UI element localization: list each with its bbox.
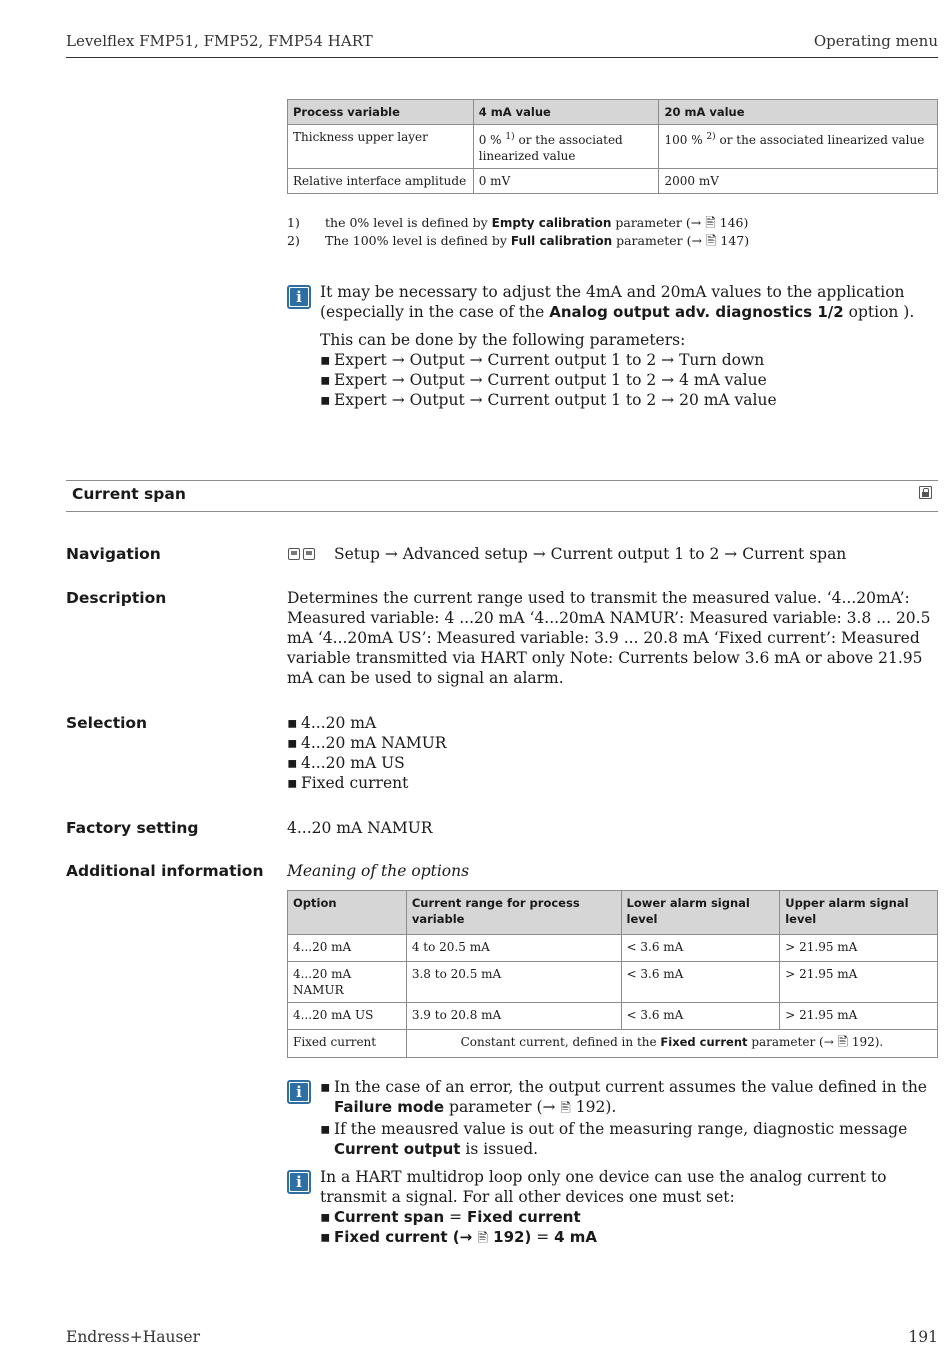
info-list xyxy=(320,350,938,410)
page-number: 191 xyxy=(908,1328,938,1346)
header-section-title: Operating menu xyxy=(813,32,938,50)
table-cell: Fixed current xyxy=(288,1030,407,1058)
section-title: Current span xyxy=(72,485,186,503)
info-icon xyxy=(287,285,311,309)
list-item: ▪ In the case of an error, the output current assumes the value defined in the Failure mode parameter (→ 🖹 192). xyxy=(320,1077,938,1119)
info-paragraph: It may be necessary to adjust the 4mA and 20mA values to the application (especially in the case of the Analog output adv. diagnostics 1/2 option ). xyxy=(320,283,915,321)
info-note xyxy=(320,282,938,410)
header-product-title: Levelflex FMP51, FMP52, FMP54 HART xyxy=(66,32,373,50)
table-header-cell: Option xyxy=(288,891,407,935)
table-cell: Relative interface amplitude xyxy=(288,169,474,194)
table-cell: 0 mV xyxy=(473,169,659,194)
table-header-row xyxy=(288,100,938,125)
table-cell: Thickness upper layer xyxy=(288,125,474,169)
factory-setting-label: Factory setting xyxy=(66,819,199,837)
table-row xyxy=(288,962,938,1003)
table-header-cell: 20 mA value xyxy=(659,100,938,125)
factory-setting-value: 4...20 mA NAMUR xyxy=(287,819,433,837)
list-item: ▪ Expert → Output → Current output 1 to 2 → Turn down xyxy=(320,350,938,370)
info-note xyxy=(320,1077,938,1159)
table-cell: 4 to 20.5 mA xyxy=(406,935,621,962)
page-reference-icon: 🖹 xyxy=(705,216,716,231)
additional-information-label: Additional information xyxy=(66,862,264,880)
table-cell: < 3.6 mA xyxy=(621,935,780,962)
table-cell: < 3.6 mA xyxy=(621,1003,780,1030)
table-header-cell: 4 mA value xyxy=(473,100,659,125)
table-cell: 3.9 to 20.8 mA xyxy=(406,1003,621,1030)
footnote: 1) the 0% level is defined by Empty calibration parameter (→ 🖹 146) xyxy=(287,215,749,231)
list-item: ▪ 4...20 mA xyxy=(287,713,939,733)
table-row xyxy=(288,125,938,169)
table-cell: > 21.95 mA xyxy=(780,935,938,962)
description-label: Description xyxy=(66,589,167,607)
info-note xyxy=(320,1167,938,1249)
page-reference-icon: 🖹 xyxy=(560,1101,571,1116)
navigation-icons xyxy=(288,545,318,564)
options-table xyxy=(287,890,938,1058)
list-item: ▪ 4...20 mA US xyxy=(287,753,939,773)
operating-tool-icon xyxy=(303,548,315,560)
selection-label: Selection xyxy=(66,714,148,732)
lock-icon xyxy=(919,486,932,499)
section-bar xyxy=(66,480,938,512)
table-cell: 2000 mV xyxy=(659,169,938,194)
display-icon xyxy=(288,548,300,560)
list-item: ▪ Fixed current xyxy=(287,773,939,793)
footnotes xyxy=(287,214,927,250)
selection-list xyxy=(287,713,939,793)
additional-heading: Meaning of the options xyxy=(287,862,470,880)
table-row xyxy=(288,1030,938,1058)
info-paragraph: In a HART multidrop loop only one device can use the analog current to transmit a signal. For all other devices one must set: xyxy=(320,1168,887,1206)
table-cell: < 3.6 mA xyxy=(621,962,780,1003)
navigation-path: Setup → Advanced setup → Current output 1 to 2 → Current span xyxy=(334,545,847,563)
footnote: 2) The 100% level is defined by Full calibration parameter (→ 🖹 147) xyxy=(287,233,750,249)
list-item: ▪ 4...20 mA NAMUR xyxy=(287,733,939,753)
page-reference-icon: 🖹 xyxy=(705,234,717,249)
table-cell: Constant current, defined in the Fixed current parameter (→ 🖹 192). xyxy=(406,1030,937,1058)
page-reference-icon: 🖹 xyxy=(837,1035,849,1050)
description-text: Determines the current range used to transmit the measured value. ‘4...20mA’: Measured variable: 4 ...20 mA ‘4...20mA NAMUR’: Measured variable: 3.8 ... 20.5 mA ‘4...20mA US’: Measured variable: 3.9 ... 20.8 mA ‘Fixed current’: Measured variable transmitted via HART only Note: Currents below 3.6 mA or above 21.95 mA can be used to signal an alarm. xyxy=(287,589,931,687)
info-list xyxy=(320,1207,938,1249)
info-paragraph: This can be done by the following parameters: xyxy=(320,331,686,349)
info-list xyxy=(320,1077,938,1159)
table-cell: 100 % $^{2)}$ or the associated linearized value xyxy=(659,125,938,169)
table-cell: 4...20 mA US xyxy=(288,1003,407,1030)
info-icon xyxy=(287,1170,311,1194)
list-item: ▪ If the meausred value is out of the measuring range, diagnostic message Current output is issued. xyxy=(320,1119,938,1159)
list-item: ▪ Expert → Output → Current output 1 to 2 → 4 mA value xyxy=(320,370,938,390)
info-icon xyxy=(287,1080,311,1104)
navigation-label: Navigation xyxy=(66,545,161,563)
table-cell: > 21.95 mA xyxy=(780,962,938,1003)
table-header-cell: Upper alarm signal level xyxy=(780,891,938,935)
list-item: ▪ Current span = Fixed current xyxy=(320,1207,938,1227)
table-header-cell: Process variable xyxy=(288,100,474,125)
footer-company: Endress+Hauser xyxy=(66,1328,200,1346)
table-header-row xyxy=(288,891,938,935)
table-cell: > 21.95 mA xyxy=(780,1003,938,1030)
page-reference-icon: 🖹 xyxy=(477,1231,488,1246)
table-cell: 0 % $^{1)}$ or the associated linearized value xyxy=(473,125,659,169)
process-variable-table xyxy=(287,99,938,194)
table-header-cell: Current range for process variable xyxy=(406,891,621,935)
header-rule xyxy=(66,57,938,58)
table-row xyxy=(288,935,938,962)
list-item: ▪ Fixed current (→ 🖹 192) = 4 mA xyxy=(320,1227,938,1249)
list-item: ▪ Expert → Output → Current output 1 to 2 → 20 mA value xyxy=(320,390,938,410)
table-cell: 4...20 mA xyxy=(288,935,407,962)
table-cell: 3.8 to 20.5 mA xyxy=(406,962,621,1003)
table-row xyxy=(288,1003,938,1030)
table-header-cell: Lower alarm signal level xyxy=(621,891,780,935)
table-cell: 4...20 mA NAMUR xyxy=(288,962,407,1003)
table-row xyxy=(288,169,938,194)
